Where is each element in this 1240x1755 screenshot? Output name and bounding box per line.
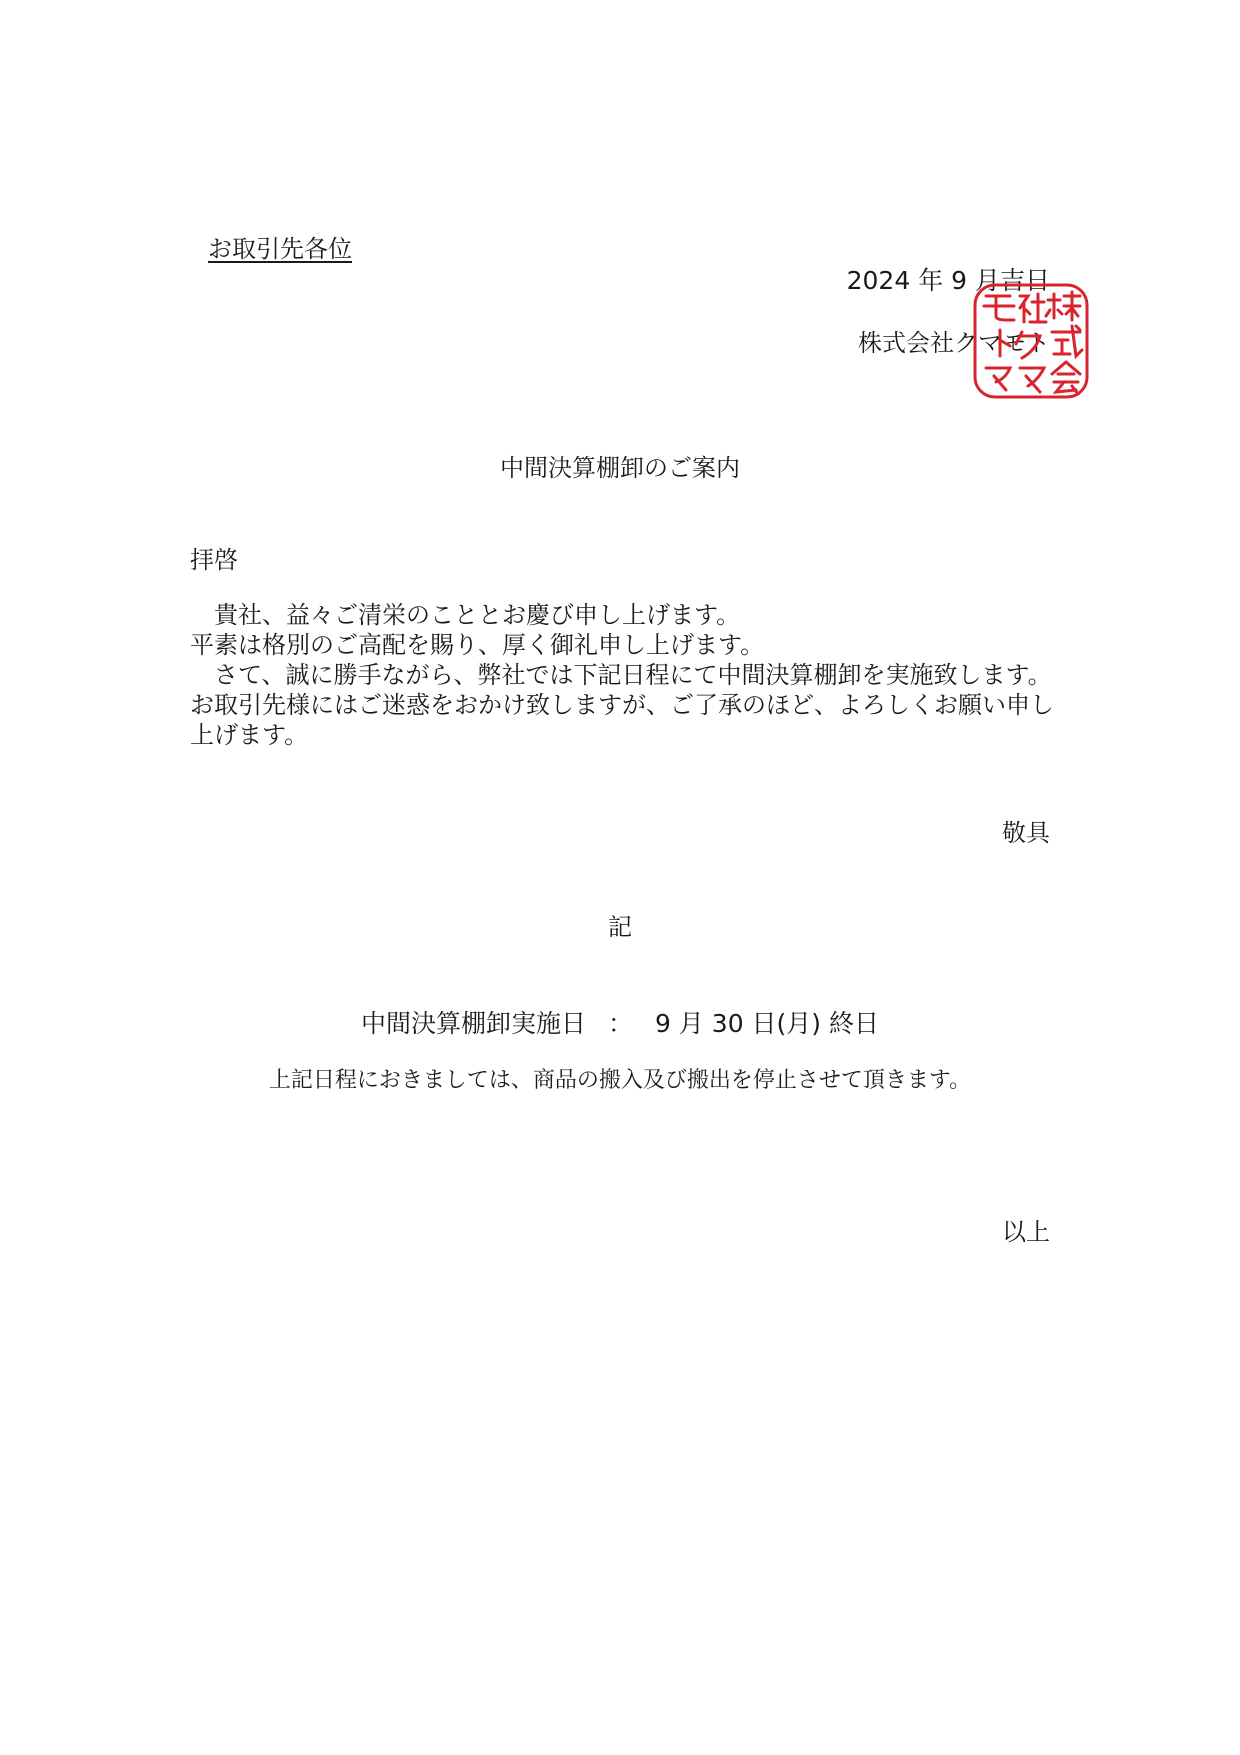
body-paragraph: お取引先様にはご迷惑をおかけ致しますが、ご了承のほど、よろしくお願い申し上げます。	[190, 691, 1054, 749]
addressee: お取引先各位	[208, 235, 352, 263]
schedule-value: 9 月 30 日(月) 終日	[655, 1009, 880, 1038]
end-mark: 以上	[1002, 1218, 1050, 1246]
body-paragraph: 貴社、益々ご清栄のこととお慶び申し上げます。	[214, 601, 741, 629]
ki-heading: 記	[608, 913, 632, 941]
schedule-separator: ：	[607, 1009, 633, 1038]
opening-greeting: 拝啓	[190, 546, 238, 574]
body-paragraph: 平素は格別のご高配を賜り、厚く御礼申し上げます。	[190, 631, 765, 659]
schedule-label: 中間決算棚卸実施日	[360, 1009, 586, 1038]
sender-company: 株式会社クマモト	[858, 329, 1050, 357]
company-seal-stamp	[972, 282, 1090, 400]
body-paragraph: さて、誠に勝手ながら、弊社では下記日程にて中間決算棚卸を実施致します。	[214, 661, 1052, 689]
letter-body	[190, 600, 1060, 750]
schedule-line	[0, 1004, 1240, 1040]
document-title: 中間決算棚卸のご案内	[500, 454, 740, 482]
closing-phrase: 敬具	[1002, 819, 1050, 847]
schedule-note: 上記日程におきましては、商品の搬入及び搬出を停止させて頂きます。	[268, 1068, 972, 1093]
letter-date: 2024 年 9 月吉日	[846, 266, 1050, 295]
